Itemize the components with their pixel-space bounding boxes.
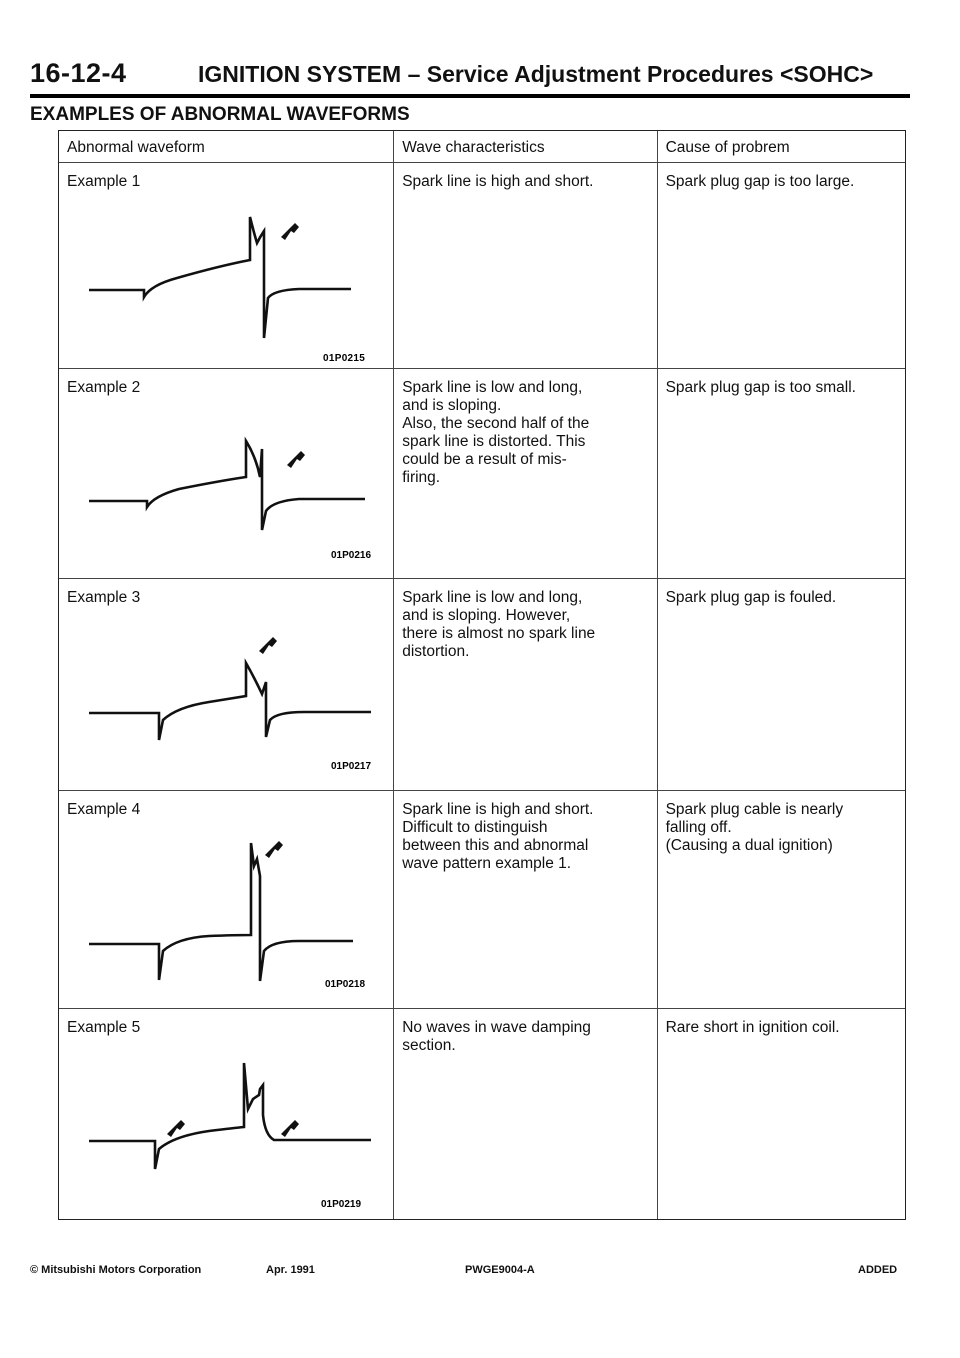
characteristics-cell: Spark line is high and short. xyxy=(394,163,657,368)
footer-status: ADDED xyxy=(858,1264,898,1276)
arrow-icon xyxy=(259,637,277,654)
waveform-trace xyxy=(89,217,351,338)
example-label: Example 3 xyxy=(67,589,141,606)
characteristics-cell: Spark line is high and short. Difficult to distinguish between this and abnormal wave pattern example 1. xyxy=(394,791,657,1008)
waveform-figure-1 xyxy=(59,163,395,369)
waveform-cell xyxy=(59,1009,394,1219)
table-row xyxy=(59,791,905,1009)
cause-cell: Spark plug gap is too large. xyxy=(665,173,855,190)
waveform-cell xyxy=(59,579,394,790)
figure-code: 01P0216 xyxy=(331,550,372,561)
characteristics-cell: Spark line is low and long, and is sloping. Also, the second half of the spark line is distorted. This could be a result of mis- firing. xyxy=(394,369,657,578)
page-subtitle: EXAMPLES OF ABNORMAL WAVEFORMS xyxy=(30,104,410,125)
arrow-icon xyxy=(281,223,299,240)
waveform-cell xyxy=(59,163,394,368)
figure-code: 01P0215 xyxy=(323,353,366,364)
column-header-abnormal-waveform: Abnormal waveform xyxy=(59,131,394,162)
waveform-trace xyxy=(89,843,353,981)
cause-cell: Spark plug gap is fouled. xyxy=(665,589,837,606)
characteristics-cell: Spark line is low and long, and is sloping. However, there is almost no spark line distortion. xyxy=(394,579,657,790)
waveform-trace xyxy=(89,1063,371,1169)
characteristics-cell: No waves in wave damping section. xyxy=(394,1009,657,1219)
table-header-row xyxy=(59,131,905,163)
footer-date: Apr. 1991 xyxy=(266,1264,315,1276)
figure-code: 01P0217 xyxy=(331,761,372,772)
column-header-cause: Cause of probrem xyxy=(665,139,790,156)
section-title: IGNITION SYSTEM – Service Adjustment Procedures <SOHC> xyxy=(198,61,874,87)
table-row xyxy=(59,579,905,791)
cause-cell: Spark plug gap is too small. xyxy=(665,379,856,396)
waveform-trace xyxy=(89,663,371,740)
footer-doc-code: PWGE9004-A xyxy=(465,1264,535,1276)
footer-copyright: © Mitsubishi Motors Corporation xyxy=(30,1264,202,1276)
cause-cell: Rare short in ignition coil. xyxy=(665,1019,840,1036)
waveform-cell xyxy=(59,369,394,578)
waveform-cell xyxy=(59,791,394,1008)
figure-code: 01P0218 xyxy=(325,979,366,990)
arrow-icon xyxy=(265,841,283,858)
page-header xyxy=(30,58,910,98)
figure-code: 01P0219 xyxy=(321,1199,362,1210)
page-number: 16-12-4 xyxy=(30,58,127,88)
waveform-figure-4 xyxy=(59,791,395,1009)
waveform-table xyxy=(58,130,906,1220)
table-row xyxy=(59,163,905,369)
cause-cell: Spark plug cable is nearly falling off. (Causing a dual ignition) xyxy=(665,801,844,854)
arrow-icon xyxy=(167,1120,185,1137)
table-row xyxy=(59,369,905,579)
waveform-figure-5 xyxy=(59,1009,395,1219)
example-label: Example 2 xyxy=(67,379,141,396)
waveform-figure-2 xyxy=(59,369,395,579)
table-row xyxy=(59,1009,905,1219)
waveform-figure-3 xyxy=(59,579,395,791)
column-header-wave-characteristics: Wave characteristics xyxy=(394,131,657,162)
example-label: Example 4 xyxy=(67,801,141,818)
arrow-icon xyxy=(281,1120,299,1137)
example-label: Example 5 xyxy=(67,1019,141,1036)
arrow-icon xyxy=(287,451,305,468)
example-label: Example 1 xyxy=(67,173,141,190)
waveform-trace xyxy=(89,441,365,530)
